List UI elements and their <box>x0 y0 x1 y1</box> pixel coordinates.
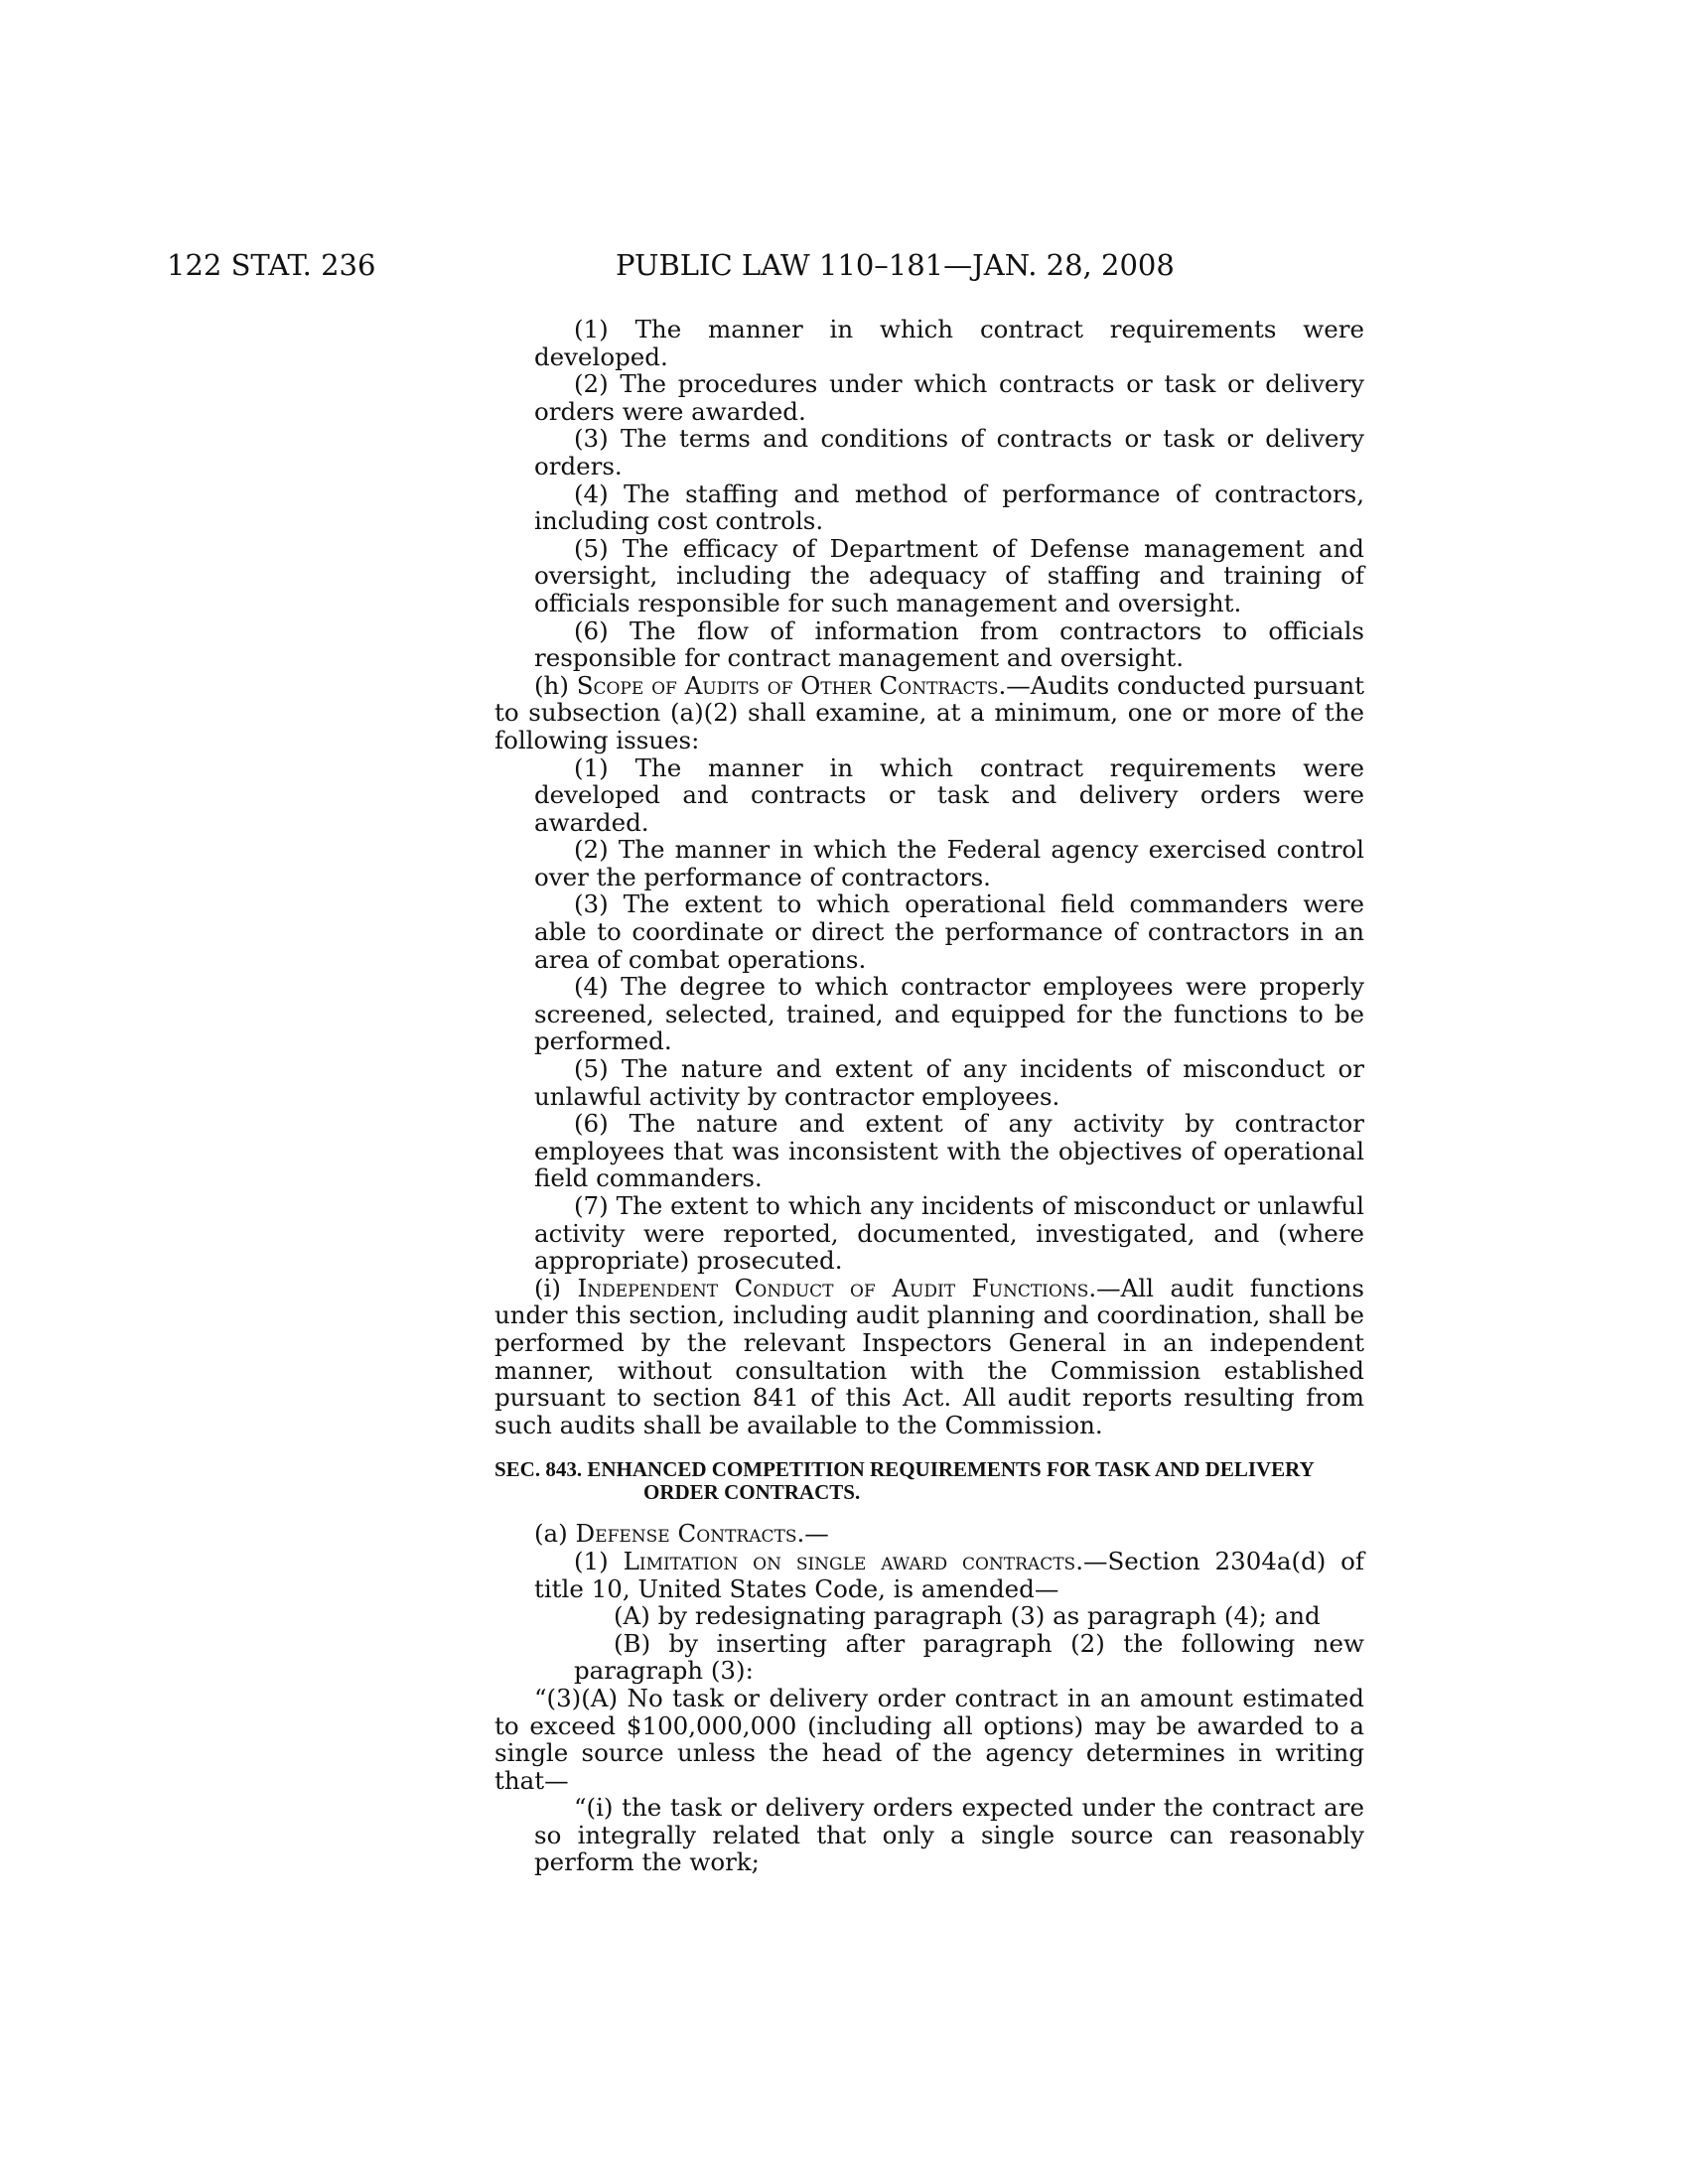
subsection-h-heading: Scope of Audits of Other Contracts. <box>576 670 1007 700</box>
paragraph-a1-label: (1) <box>574 1546 609 1575</box>
subsection-h-label: (h) <box>534 670 569 700</box>
subsection-h-text: —Audits conducted pursuant to subsection (a)(2) shall examine, at a minimum, one or more of the following issues: <box>494 670 1364 754</box>
subsection-i <box>494 1275 1364 1439</box>
statute-page-number: 122 STAT. 236 <box>167 248 376 282</box>
paragraph-g2: (2) The procedures under which contracts or task or delivery orders were awarded. <box>534 369 1364 426</box>
subsection-h <box>494 672 1364 754</box>
subsection-i-text: —All audit functions under this section, including audit planning and coordination, shall be performed by the relevant Inspectors General in an independent manner, without consultation with the Commission established pursuant to section 841 of this Act. All audit reports resulting from such audits shall be available to the Commission. <box>494 1273 1364 1439</box>
subsection-i-label: (i) <box>534 1273 561 1302</box>
paragraph-h2: (2) The manner in which the Federal agency exercised control over the performance of contractors. <box>534 835 1364 891</box>
quoted-paragraph-3A: “(3)(A) No task or delivery order contract in an amount estimated to exceed $100,000,000 (including all options) may be awarded to a single source unless the head of the agency determines in writing that— <box>494 1683 1364 1795</box>
paragraph-h7: (7) The extent to which any incidents of misconduct or unlawful activity were reported, documented, investigated, and (where appropriate) prosecuted. <box>534 1191 1364 1276</box>
quoted-clause-i: “(i) the task or delivery orders expected under the contract are so integrally related that only a single source can reasonably perform the work; <box>534 1793 1364 1877</box>
paragraph-h5: (5) The nature and extent of any incidents of misconduct or unlawful activity by contractor employees. <box>534 1054 1364 1111</box>
subsection-a-heading: Defense Contracts. <box>575 1519 805 1549</box>
document-body <box>494 316 1364 1876</box>
subsection-a-dash: — <box>804 1519 829 1549</box>
paragraph-g4: (4) The staffing and method of performance of contractors, including cost controls. <box>534 478 1364 536</box>
subsection-a-label: (a) <box>534 1519 568 1549</box>
section-843-heading: SEC. 843. ENHANCED COMPETITION REQUIREMENTS FOR TASK AND DELIVERY ORDER CONTRACTS. <box>494 1457 1314 1505</box>
paragraph-h1: (1) The manner in which contract requirements were developed and contracts or task and delivery orders were awarded. <box>534 752 1364 837</box>
paragraph-g6: (6) The flow of information from contractors to officials responsible for contract management and oversight. <box>534 615 1364 673</box>
paragraph-h6: (6) The nature and extent of any activity by contractor employees that was inconsistent with the objectives of operational field commanders. <box>534 1109 1364 1193</box>
paragraph-g5: (5) The efficacy of Department of Defense management and oversight, including the adequacy of staffing and training of officials responsible for such management and oversight. <box>534 533 1364 617</box>
paragraph-a1-heading: Limitation on single award contracts. <box>623 1546 1083 1575</box>
paragraph-g3: (3) The terms and conditions of contracts or task or delivery orders. <box>534 424 1364 480</box>
subsection-i-heading: Independent Conduct of Audit Functions. <box>577 1273 1097 1302</box>
paragraph-h4: (4) The degree to which contractor employees were properly screened, selected, trained, and equipped for the functions to be performed. <box>534 972 1364 1056</box>
subparagraph-B: (B) by inserting after paragraph (2) the following new paragraph (3): <box>574 1628 1364 1686</box>
paragraph-h3: (3) The extent to which operational field commanders were able to coordinate or direct the performance of contractors in an area of combat operations. <box>534 889 1364 974</box>
subparagraph-A: (A) by redesignating paragraph (3) as paragraph (4); and <box>614 1601 1321 1631</box>
running-head: PUBLIC LAW 110–181—JAN. 28, 2008 <box>616 248 1175 282</box>
paragraph-a1-text: —Section 2304a(d) of title 10, United States Code, is amended— <box>534 1546 1364 1603</box>
page-header <box>0 248 1688 288</box>
subsection-a <box>494 1520 1364 1548</box>
paragraph-g1: (1) The manner in which contract requirements were developed. <box>534 315 1364 371</box>
paragraph-a1 <box>494 1548 1364 1602</box>
